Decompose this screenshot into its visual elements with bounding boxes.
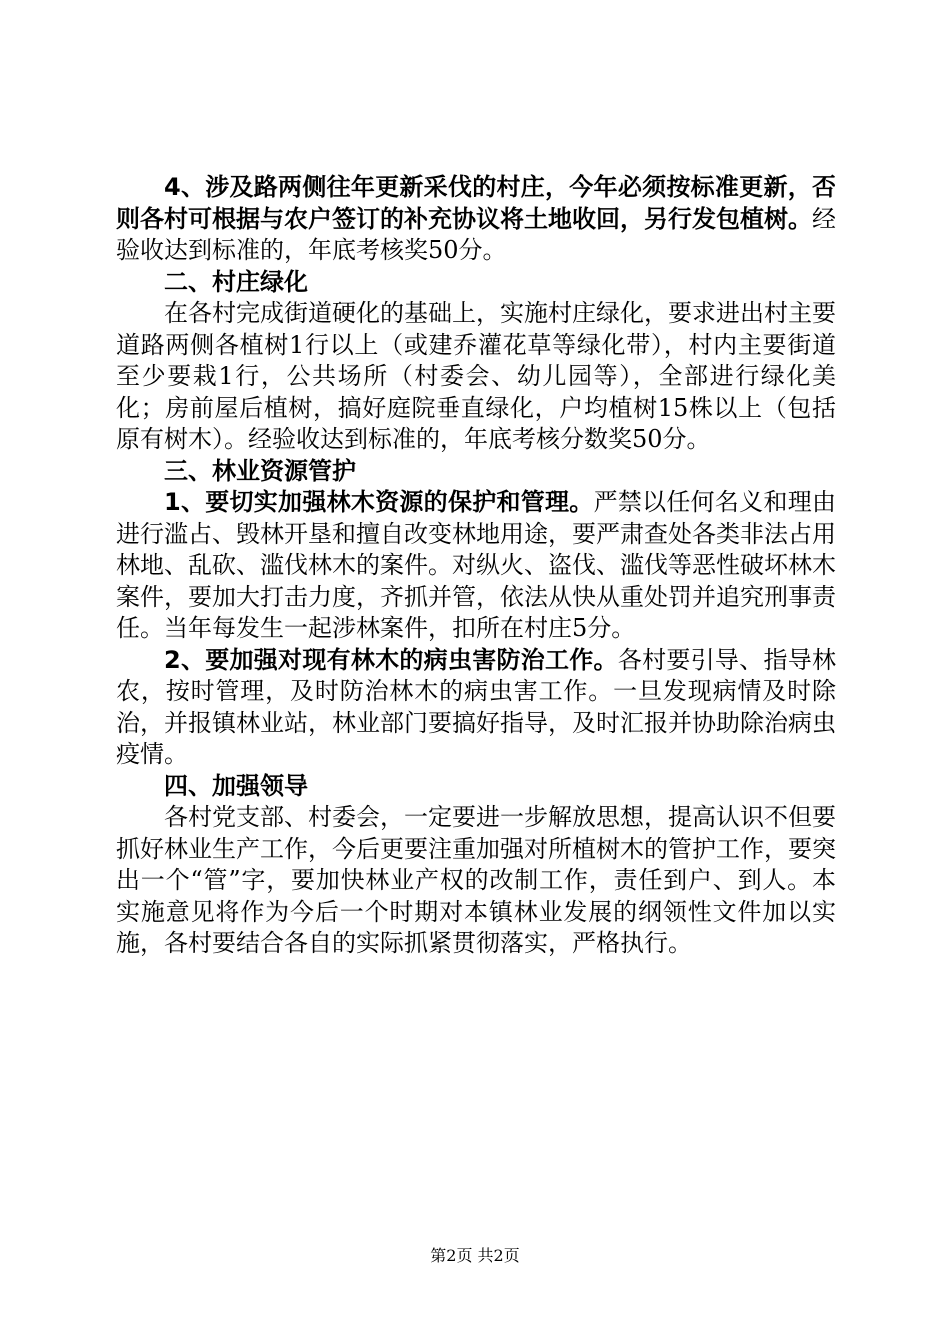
paragraph-item-4-rest: 经验收达到标准的，年底考核奖50分。: [116, 204, 836, 264]
section-heading-leadership: 四、加强领导: [164, 771, 308, 800]
page-footer: 第2页 共2页: [430, 1246, 520, 1265]
paragraph-forest-protection-lead: 1、要切实加强林木资源的保护和管理。: [164, 488, 594, 516]
paragraph-pest-control-lead: 2、要加强对现有林木的病虫害防治工作。: [164, 645, 618, 674]
paragraph-pest-control: [116, 645, 836, 771]
paragraph-village-greening: 在各村完成街道硬化的基础上，实施村庄绿化，要求进出村主要道路两侧各植树1行以上（或建乔灌花草等绿化带），村内主要街道至少要栽1行，公共场所（村委会、幼儿园等），全部进行绿化美化；房前屋后植树，搞好庭院垂直绿化，户均植树15株以上（包括原有树木）。经验收达到标准的，年底考核分数奖50分。: [116, 299, 836, 453]
section-heading-village-greening: 二、村庄绿化: [164, 267, 308, 296]
paragraph-forest-protection: [116, 487, 836, 645]
section-heading-forest-resource: 三、林业资源管护: [164, 456, 356, 485]
paragraph-pest-control-rest: 各村要引导、指导林农，按时管理，及时防治林木的病虫害工作。一旦发现病情及时除治，并报镇林业站，林业部门要搞好指导，及时汇报并协助除治病虫疫情。: [116, 645, 837, 768]
document-body: [116, 172, 836, 960]
paragraph-forest-protection-rest: 严禁以任何名义和理由进行滥占、毁林开垦和擅自改变林地用途，要严肃查处各类非法占用林地、乱砍、滥伐林木的案件。对纵火、盗伐、滥伐等恶性破坏林木案件，要加大打击力度，齐抓并管，依法从快从重处罚并追究刑事责任。当年每发生一起涉林案件，扣所在村庄5分。: [116, 488, 836, 642]
paragraph-item-4-lead: 4、涉及路两侧往年更新采伐的村庄，今年必须按标准更新，否则各村可根据与农户签订的补充协议将土地收回，另行发包植树。: [116, 173, 836, 233]
paragraph-leadership: 各村党支部、村委会，一定要进一步解放思想，提高认识不但要抓好林业生产工作，今后更要注重加强对所植树木的管护工作，要突出一个“管”字，要加快林业产权的改制工作，责任到户、到人。本实施意见将作为今后一个时期对本镇林业发展的纲领性文件加以实施，各村要结合各自的实际抓紧贯彻落实，严格执行。: [116, 803, 836, 957]
paragraph-item-4: [116, 172, 836, 267]
